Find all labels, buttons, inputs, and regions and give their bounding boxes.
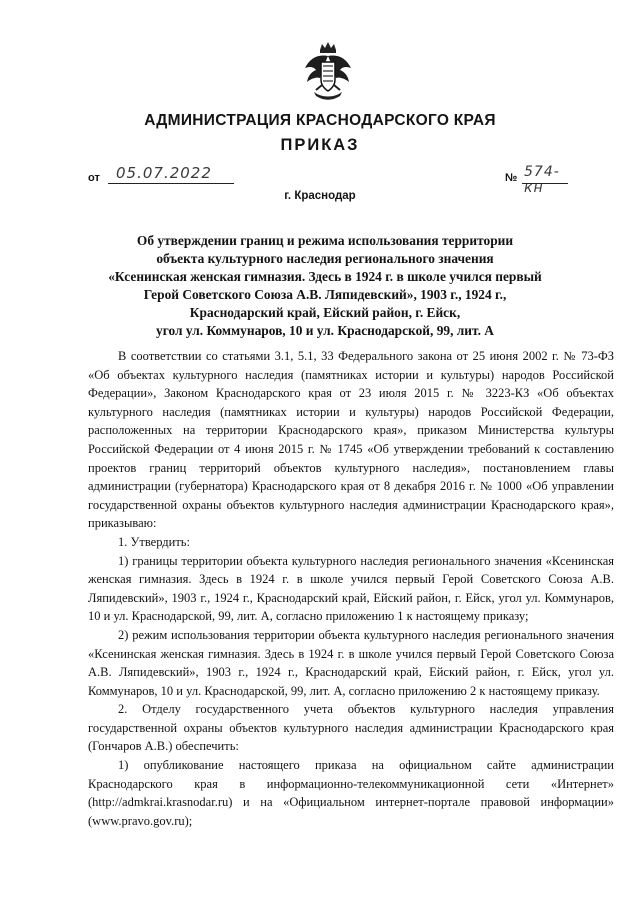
document-title bbox=[80, 232, 570, 340]
item-2-1: 1) опубликование настоящего приказа на официальном сайте администрации Краснодарского края в информационно-телекоммуникационной сети «Интернет» (http://admkrai.krasnodar.ru) и на «Официальном интернет-портале правовой информации» (www.pravo.gov.ru); bbox=[88, 758, 614, 828]
preamble-paragraph: В соответствии со статьями 3.1, 5.1, 33 Федерального закона от 25 июня 2002 г. № 73-ФЗ «Об объектах культурного наследия (памятниках истории и культуры) народов Российской Федерации», Законом Краснодарского края от 23 июля 2015 г. № 3223-КЗ «Об объектах культурного наследия (памятниках истории и культуры) народов Российской Федерации, расположенных на территории Краснодарского края», приказом Министерства культуры Российской Федерации от 4 июня 2015 г. № 1745 «Об утверждении требований к составлению проектов границ территорий объектов культурного наследия», постановлением главы администрации (губернатора) Краснодарского края от 8 декабря 2016 г. № 1000 «Об управлении государственной охраны объектов культурного наследия администрации Краснодарского края», приказываю: bbox=[88, 349, 614, 531]
number-prefix: № bbox=[505, 172, 518, 184]
organization-name: АДМИНИСТРАЦИЯ КРАСНОДАРСКОГО КРАЯ bbox=[144, 112, 496, 129]
city: г. Краснодар bbox=[284, 190, 356, 202]
document-body bbox=[88, 347, 614, 830]
item-2: 2. Отделу государственного учета объектов культурного наследия управления государственной охраны объектов культурного наследия администрации Краснодарского края (Гончаров А.В.) обеспечить: bbox=[88, 702, 614, 754]
title-line: Об утверждении границ и режима использования территории bbox=[136, 233, 514, 248]
title-line: «Ксенинская женская гимназия. Здесь в 1924 г. в школе учился первый bbox=[108, 269, 542, 284]
date-value: 05.07.2022 bbox=[116, 164, 212, 182]
title-line: угол ул. Коммунаров, 10 и ул. Краснодарской, 99, лит. А bbox=[156, 323, 494, 338]
item-1: 1. Утвердить: bbox=[118, 534, 190, 549]
document-type: ПРИКАЗ bbox=[280, 136, 360, 154]
date-underline bbox=[108, 183, 234, 184]
date-prefix: от bbox=[88, 172, 100, 184]
item-1-2: 2) режим использования территории объекта культурного наследия регионального значения «Ксенинская женская гимназия. Здесь в 1924 г. в школе учился первый Герой Советского Союза А.В. Ляпидевский», 1903 г., 1924 г., Краснодарский край, Ейский район, г. Ейск, угол ул. Коммунаров, 10 и ул. Краснодарской, 99, лит. А, согласно приложению 2 к настоящему приказу. bbox=[88, 627, 614, 698]
item-1-1: 1) границы территории объекта культурного наследия регионального значения «Ксенинская женская гимназия. Здесь в 1924 г. в школе учился первый Герой Советского Союза А.В. Ляпидевский», 1903 г., 1924 г., Краснодарский край, Ейский район, г. Ейск, угол ул. Коммунаров, 10 и ул. Краснодарской, 99, лит. А, согласно приложению 1 к настоящему приказу; bbox=[88, 553, 614, 624]
title-line: Герой Советского Союза А.В. Ляпидевский», 1903 г., 1924 г., bbox=[143, 287, 507, 302]
title-line: Краснодарский край, Ейский район, г. Ейск, bbox=[189, 305, 461, 320]
coat-of-arms-icon bbox=[302, 40, 354, 102]
title-line: объекта культурного наследия регионального значения bbox=[156, 251, 494, 266]
number-value: 574-кн bbox=[524, 164, 560, 196]
